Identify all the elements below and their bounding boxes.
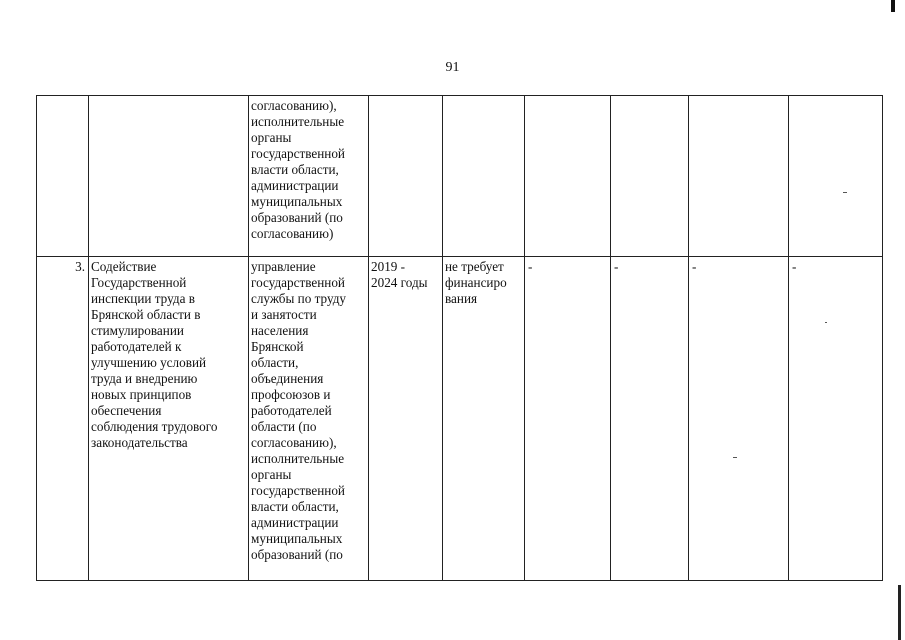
cell-executors bbox=[249, 257, 369, 581]
cell-col9 bbox=[789, 96, 883, 257]
text-line: органы bbox=[251, 467, 292, 482]
text-line: муниципальных bbox=[251, 531, 343, 546]
cell-col8 bbox=[689, 96, 789, 257]
text-line: власти области, bbox=[251, 162, 339, 177]
text-line: обеспечения bbox=[91, 403, 162, 418]
text-line: государственной bbox=[251, 275, 345, 290]
text-line: государственной bbox=[251, 146, 345, 161]
text-line: области, bbox=[251, 355, 299, 370]
text-line: образований (по bbox=[251, 547, 343, 562]
text-line: вания bbox=[445, 291, 478, 306]
text-line: Брянской области в bbox=[91, 307, 201, 322]
cell-funding bbox=[443, 257, 525, 581]
text-line: Брянской bbox=[251, 339, 304, 354]
page-number: 91 bbox=[445, 60, 460, 75]
scan-edge-mark-right bbox=[898, 585, 901, 640]
measures-table bbox=[36, 95, 883, 581]
table-row bbox=[37, 96, 883, 257]
scan-edge-mark-top bbox=[891, 0, 895, 12]
text-line: населения bbox=[251, 323, 309, 338]
text-line: работодателей к bbox=[91, 339, 182, 354]
cell-number: 3. bbox=[37, 257, 89, 581]
cell-executors bbox=[249, 96, 369, 257]
text-line: администрации bbox=[251, 178, 339, 193]
text-line: 2019 - bbox=[371, 259, 406, 274]
cell-funding bbox=[443, 96, 525, 257]
text-line: органы bbox=[251, 130, 292, 145]
text-line: улучшению условий bbox=[91, 355, 207, 370]
text-line: новых принципов bbox=[91, 387, 192, 402]
cell-number bbox=[37, 96, 89, 257]
cell-col6: - bbox=[525, 257, 611, 581]
cell-col9: - bbox=[789, 257, 883, 581]
scan-speck bbox=[843, 192, 847, 193]
text-line: исполнительные bbox=[251, 114, 345, 129]
text-line: согласованию), bbox=[251, 435, 337, 450]
text-line: службы по труду bbox=[251, 291, 347, 306]
text-line: труда и внедрению bbox=[91, 371, 198, 386]
scan-speck bbox=[733, 457, 737, 458]
cell-col6 bbox=[525, 96, 611, 257]
text-line: соблюдения трудового bbox=[91, 419, 218, 434]
text-line: объединения bbox=[251, 371, 324, 386]
text-line: образований (по bbox=[251, 210, 343, 225]
text-line: работодателей bbox=[251, 403, 332, 418]
scan-speck bbox=[825, 322, 827, 323]
text-line: муниципальных bbox=[251, 194, 343, 209]
cell-col8: - bbox=[689, 257, 789, 581]
text-line: 2024 годы bbox=[371, 275, 428, 290]
text-line: управление bbox=[251, 259, 316, 274]
cell-col7 bbox=[611, 96, 689, 257]
cell-period bbox=[369, 96, 443, 257]
text-line: финансиро bbox=[445, 275, 507, 290]
text-line: законодательства bbox=[91, 435, 188, 450]
cell-measure bbox=[89, 257, 249, 581]
text-line: инспекции труда в bbox=[91, 291, 195, 306]
text-line: согласованию) bbox=[251, 226, 334, 241]
text-line: администрации bbox=[251, 515, 339, 530]
text-line: исполнительные bbox=[251, 451, 345, 466]
cell-measure bbox=[89, 96, 249, 257]
text-line: Государственной bbox=[91, 275, 187, 290]
table-row bbox=[37, 257, 883, 581]
text-line: согласованию), bbox=[251, 98, 337, 113]
cell-col7: - bbox=[611, 257, 689, 581]
cell-period bbox=[369, 257, 443, 581]
text-line: Содействие bbox=[91, 259, 157, 274]
text-line: власти области, bbox=[251, 499, 339, 514]
text-line: области (по bbox=[251, 419, 317, 434]
text-line: профсоюзов и bbox=[251, 387, 331, 402]
text-line: государственной bbox=[251, 483, 345, 498]
text-line: стимулировании bbox=[91, 323, 184, 338]
text-line: и занятости bbox=[251, 307, 317, 322]
text-line: не требует bbox=[445, 259, 504, 274]
